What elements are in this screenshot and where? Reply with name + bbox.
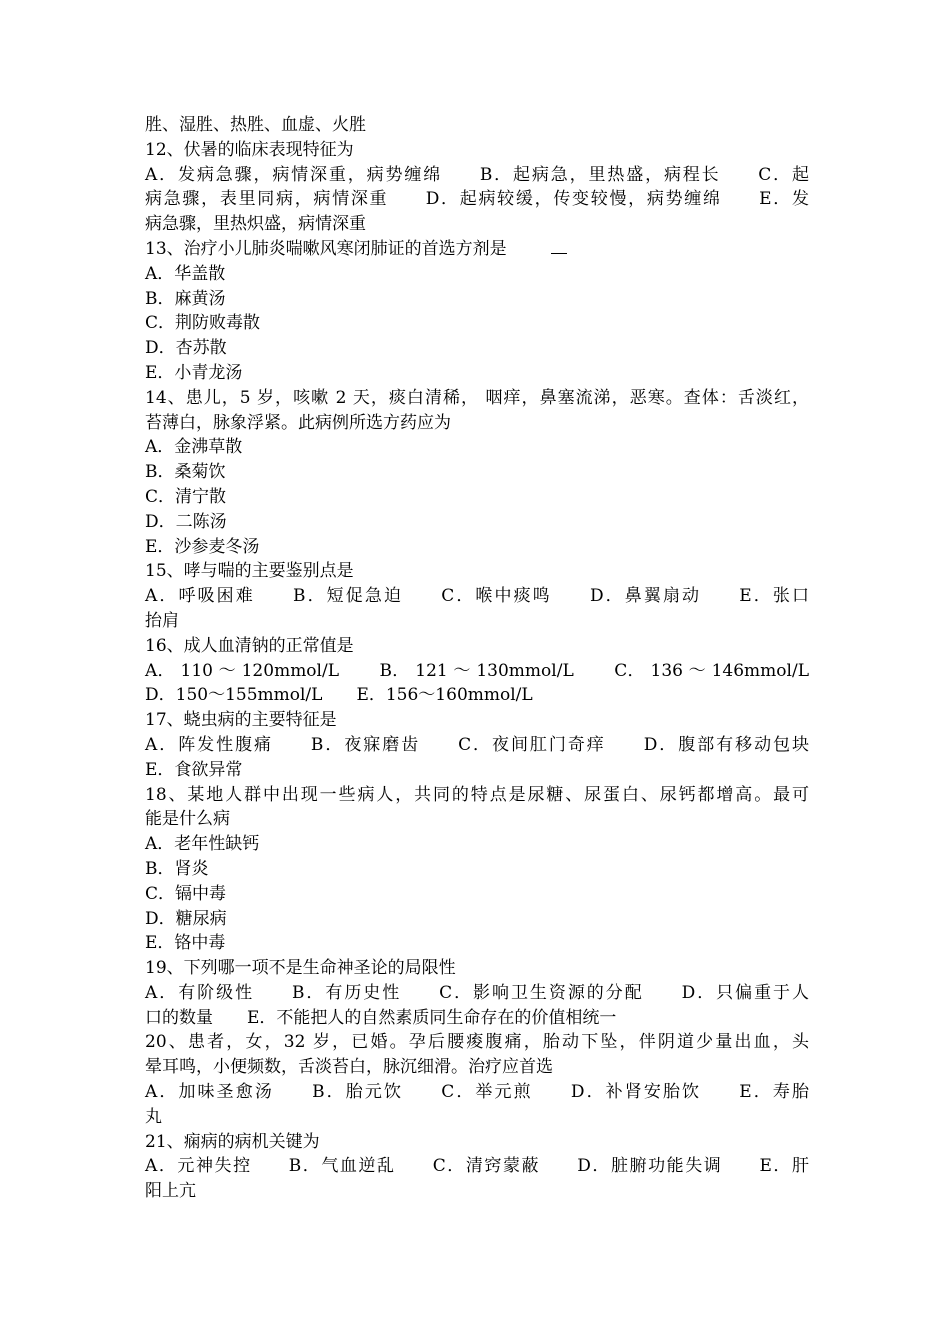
line-text: 19、下列哪一项不是生命神圣论的局限性 xyxy=(145,958,456,979)
line-text: 18、某地人群中出现一些病人，共同的特点是尿糖、尿蛋白、尿钙都增高。最可 xyxy=(145,784,809,805)
text-line xyxy=(145,882,809,907)
text-line xyxy=(145,535,809,560)
text-line xyxy=(145,1179,809,1204)
line-text: 胜、湿胜、热胜、血虚、火胜 xyxy=(145,115,366,135)
text-line xyxy=(145,857,809,882)
text-line xyxy=(145,1154,809,1179)
text-line xyxy=(145,336,809,361)
text-line xyxy=(145,411,809,436)
line-text: E．食欲异常 xyxy=(145,759,243,780)
text-line xyxy=(145,733,809,758)
line-text: 20、患者，女，32 岁，已婚。孕后腰痠腹痛，胎动下坠，伴阴道少量出血，头 xyxy=(145,1032,809,1053)
text-line xyxy=(145,907,809,932)
text-line xyxy=(145,460,809,485)
text-line xyxy=(145,956,809,981)
line-text: E．沙参麦冬汤 xyxy=(145,536,260,557)
line-text: 丸 xyxy=(145,1106,162,1127)
line-text: A．呼吸困难 B．短促急迫 C．喉中痰鸣 D．鼻翼扇动 E．张口 xyxy=(145,586,809,607)
document-page xyxy=(145,113,809,1204)
line-text: A．加味圣愈汤 B．胎元饮 C．举元煎 D．补肾安胎饮 E．寿胎 xyxy=(145,1082,809,1103)
line-text: 13、治疗小儿肺炎喘嗽风寒闭肺证的首选方剂是 xyxy=(145,238,507,259)
line-text: 口的数量 E．不能把人的自然素质同生命存在的价值相统一 xyxy=(145,1007,617,1028)
text-line xyxy=(145,931,809,956)
line-text: E．铬中毒 xyxy=(145,933,226,954)
text-line xyxy=(145,981,809,1006)
line-text: 抬肩 xyxy=(145,610,179,631)
text-line xyxy=(145,361,809,386)
line-text: C．清宁散 xyxy=(145,486,227,507)
line-text: B．桑菊饮 xyxy=(145,462,226,483)
line-text: A．发病急骤，病情深重，病势缠绵 B．起病急，里热盛，病程长 C．起 xyxy=(145,164,809,185)
line-text: A．元神失控 B．气血逆乱 C．清窍蒙蔽 D．脏腑功能失调 E．肝 xyxy=(145,1156,809,1177)
text-line xyxy=(145,510,809,535)
line-text: E．小青龙汤 xyxy=(145,362,243,383)
line-text: A．老年性缺钙 xyxy=(145,834,260,855)
text-line xyxy=(145,311,809,336)
text-line xyxy=(145,659,809,684)
line-text: D．糖尿病 xyxy=(145,908,227,929)
text-line xyxy=(145,559,809,584)
text-line xyxy=(145,237,809,262)
text-line xyxy=(145,212,809,237)
text-line xyxy=(145,832,809,857)
text-line xyxy=(145,287,809,312)
line-text: 能是什么病 xyxy=(145,809,230,830)
text-line xyxy=(145,683,809,708)
text-line xyxy=(145,708,809,733)
line-text: 15、哮与喘的主要鉴别点是 xyxy=(145,561,354,582)
text-line xyxy=(145,609,809,634)
text-line xyxy=(145,584,809,609)
line-text: B．肾炎 xyxy=(145,858,209,879)
line-text: 16、成人血清钠的正常值是 xyxy=(145,635,354,656)
line-text: A．华盖散 xyxy=(145,263,226,284)
line-text: A．金沸草散 xyxy=(145,437,243,458)
text-line xyxy=(145,262,809,287)
text-line xyxy=(145,138,809,163)
line-text: D．杏苏散 xyxy=(145,338,227,359)
line-text: 病急骤，里热炽盛，病情深重 xyxy=(145,214,366,235)
text-line xyxy=(145,1030,809,1055)
text-line xyxy=(145,1006,809,1031)
line-text: A．阵发性腹痛 B．夜寐磨齿 C．夜间肛门奇痒 D．腹部有移动包块 xyxy=(145,734,809,755)
line-text: D．二陈汤 xyxy=(145,511,227,532)
text-line xyxy=(145,1080,809,1105)
line-text: D．150～155mmol/L E．156～160mmol/L xyxy=(145,685,533,706)
line-text: B．麻黄汤 xyxy=(145,288,226,309)
text-line xyxy=(145,1130,809,1155)
line-text: A．有阶级性 B．有历史性 C．影响卫生资源的分配 D．只偏重于人 xyxy=(145,982,809,1003)
text-line xyxy=(145,1055,809,1080)
text-line xyxy=(145,386,809,411)
line-text: 苔薄白，脉象浮紧。此病例所选方药应为 xyxy=(145,412,451,433)
line-text: 阳上亢 xyxy=(145,1181,196,1202)
line-text: C．荆防败毒散 xyxy=(145,313,261,334)
text-line xyxy=(145,1105,809,1130)
line-text: C．镉中毒 xyxy=(145,883,227,904)
text-line xyxy=(145,807,809,832)
text-line xyxy=(145,634,809,659)
line-text: A． 110 ～ 120mmol/L B． 121 ～ 130mmol/L C． 136 ～ 146mmol/L xyxy=(145,660,809,681)
line-text: 17、蛲虫病的主要特征是 xyxy=(145,710,337,731)
text-line xyxy=(145,485,809,510)
text-line xyxy=(145,187,809,212)
text-line xyxy=(145,163,809,188)
text-line xyxy=(145,783,809,808)
text-line xyxy=(145,435,809,460)
line-text: 21、痫病的病机关键为 xyxy=(145,1131,320,1152)
text-line xyxy=(145,113,809,138)
line-text: 晕耳鸣，小便频数，舌淡苔白，脉沉细滑。治疗应首选 xyxy=(145,1057,553,1078)
line-text: 病急骤，表里同病，病情深重 D．起病较缓，传变较慢，病势缠绵 E．发 xyxy=(145,189,809,210)
line-text: 12、伏暑的临床表现特征为 xyxy=(145,139,354,160)
text-line xyxy=(145,758,809,783)
answer-blank xyxy=(551,239,567,254)
line-text: 14、患儿，5 岁，咳嗽 2 天，痰白清稀， 咽痒，鼻塞流涕，恶寒。查体：舌淡红， xyxy=(145,387,809,408)
